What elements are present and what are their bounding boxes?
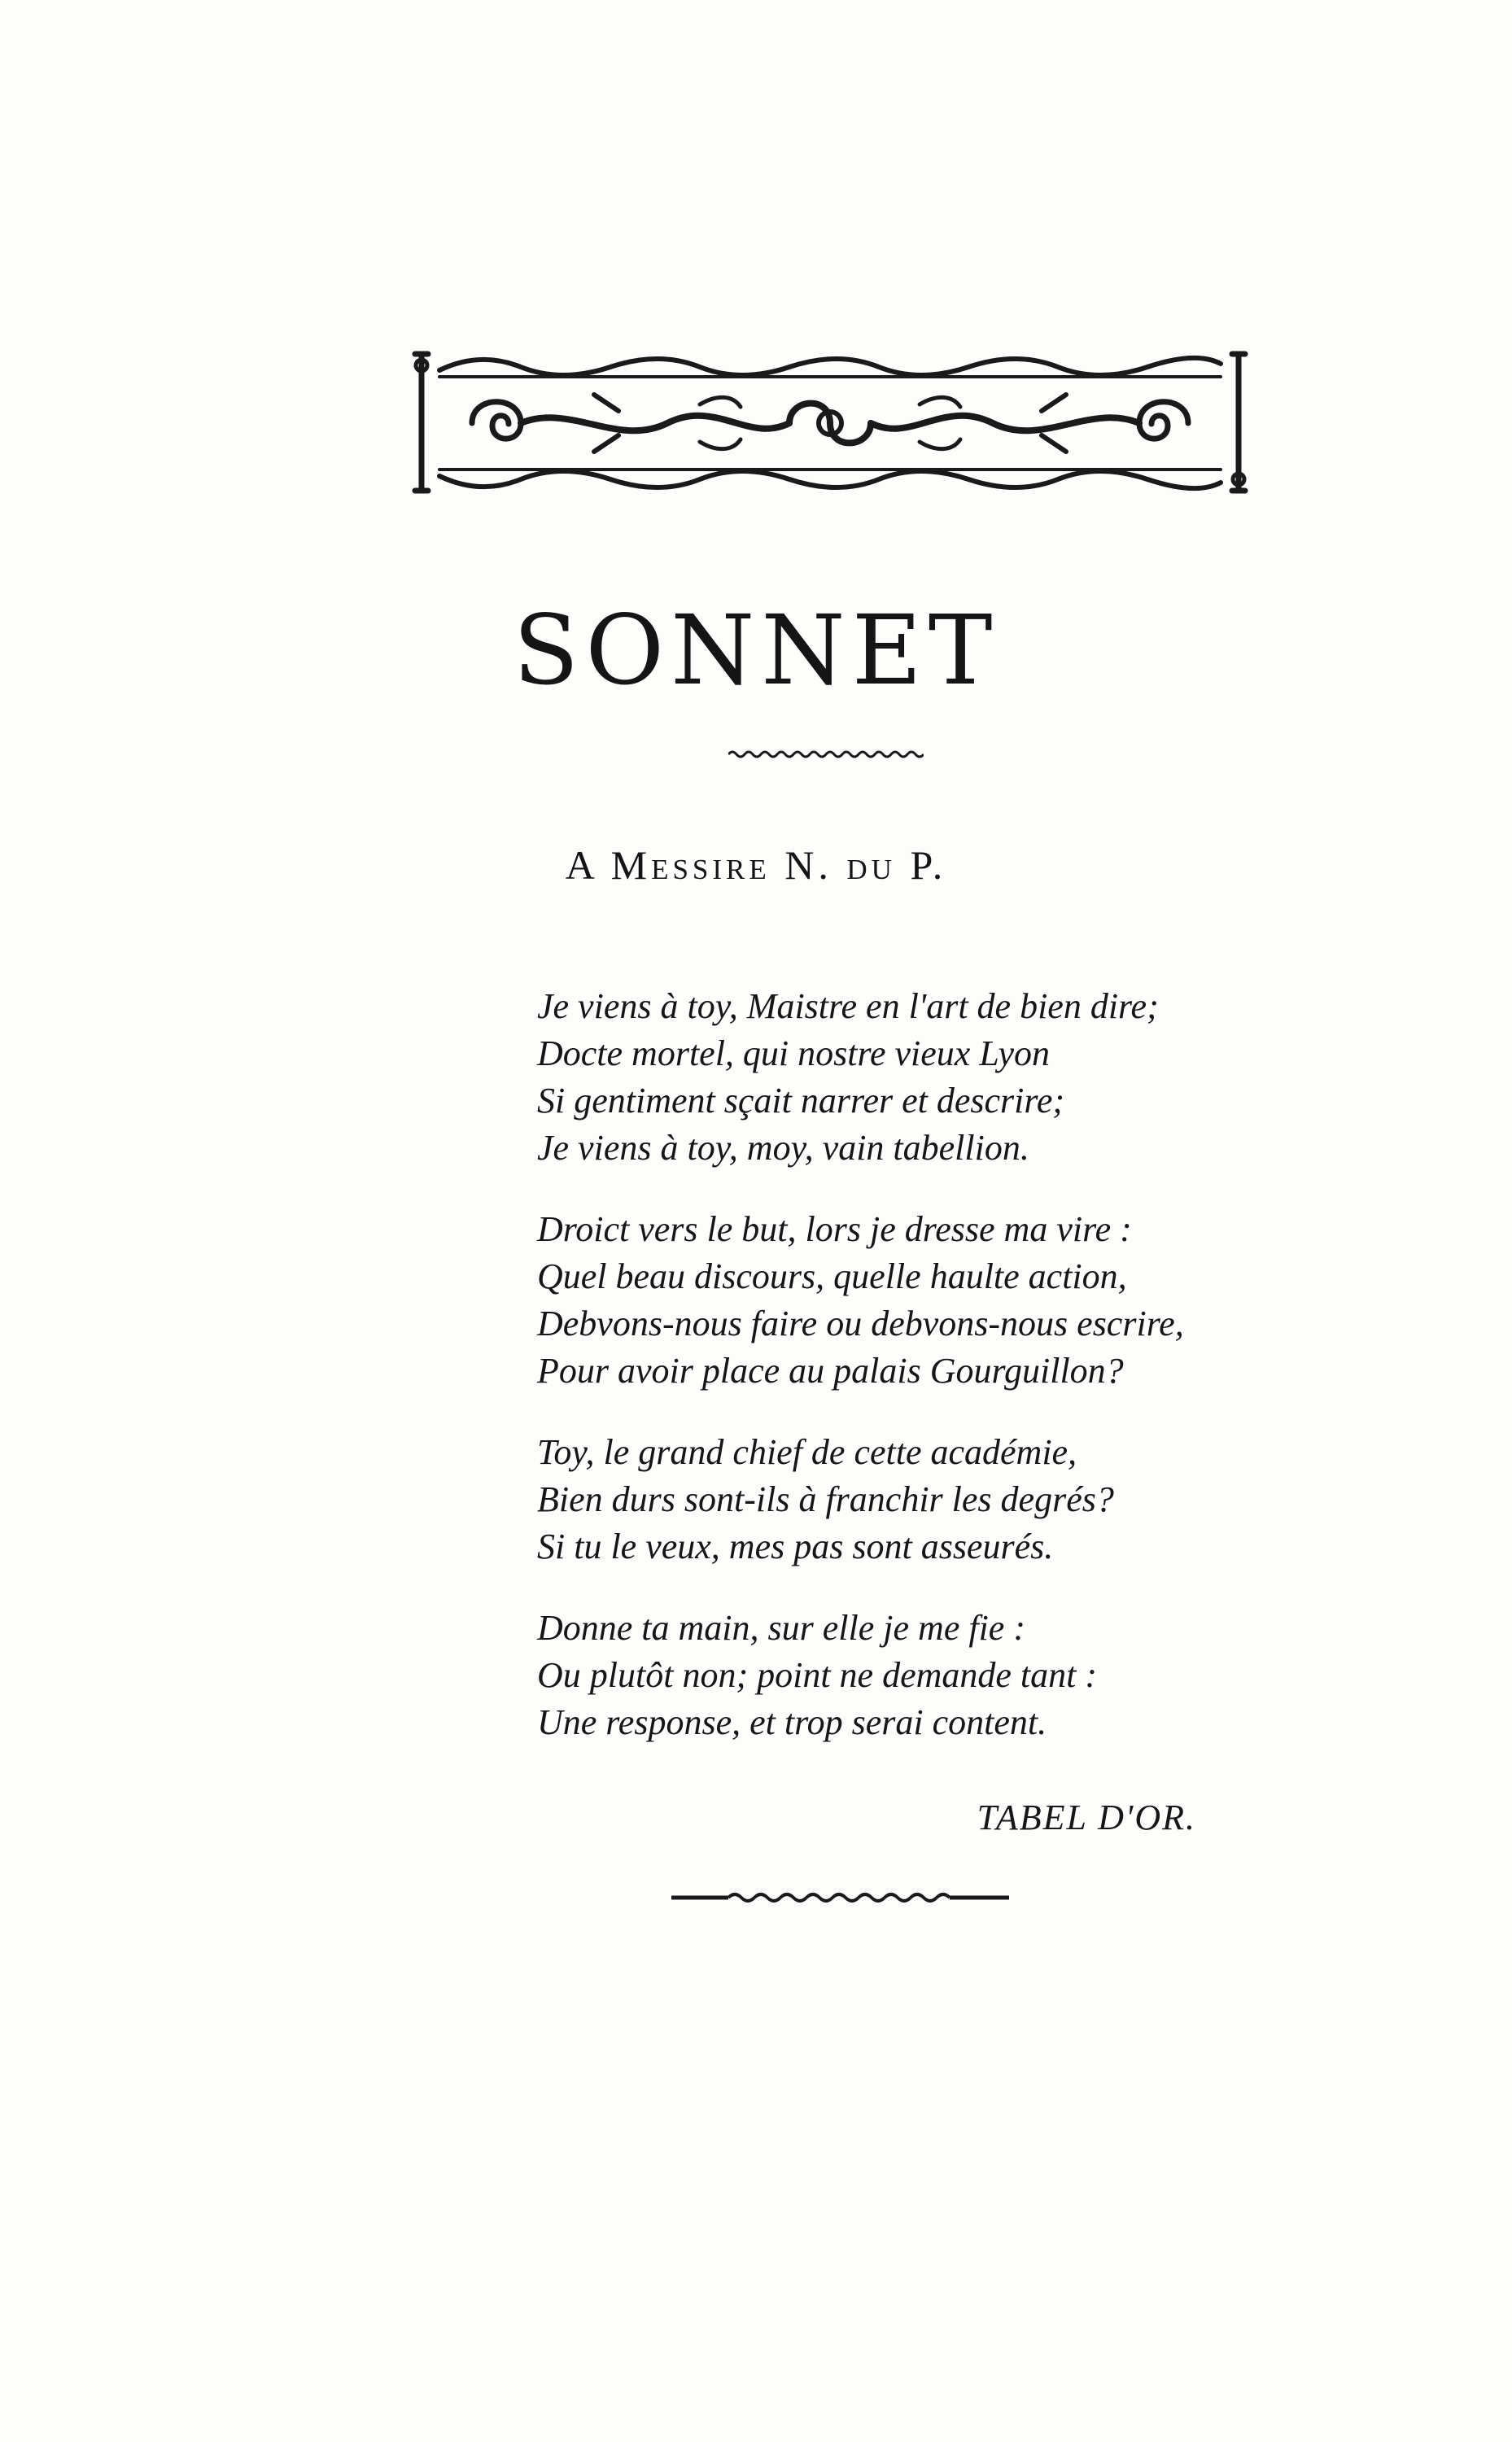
- verse-line: Droict vers le but, lors je dresse ma vire :: [537, 1209, 1132, 1249]
- signature: TABEL D'OR.: [977, 1798, 1196, 1837]
- dedication: A Messire N. du P.: [565, 842, 947, 888]
- verse-line: Quel beau discours, quelle haulte action,: [537, 1256, 1127, 1296]
- verse-line: Toy, le grand chief de cette académie,: [537, 1432, 1077, 1472]
- verse-line: Debvons-nous faire ou debvons-nous escrire,: [537, 1304, 1184, 1343]
- stanza-4: [537, 1605, 1269, 1746]
- stanza-2: [537, 1206, 1269, 1395]
- verse-line: Donne ta main, sur elle je me fie :: [537, 1608, 1025, 1648]
- verse-line: Bien durs sont-ils à franchir les degrés?: [537, 1479, 1114, 1519]
- verse-line: Je viens à toy, Maistre en l'art de bien dire;: [537, 986, 1159, 1026]
- page-title: SONNET: [513, 594, 999, 706]
- verse-line: Si tu le veux, mes pas sont asseurés.: [537, 1527, 1054, 1566]
- sonnet-body: [537, 983, 1269, 1780]
- verse-line: Je viens à toy, moy, vain tabellion.: [537, 1128, 1029, 1168]
- verse-line: Si gentiment sçait narrer et descrire;: [537, 1081, 1065, 1121]
- footer-ornament-rule: [671, 1886, 1009, 1907]
- verse-line: Une response, et trop serai content.: [537, 1702, 1047, 1742]
- verse-line: Pour avoir place au palais Gourguillon?: [537, 1351, 1124, 1391]
- stanza-1: [537, 983, 1269, 1172]
- verse-line: Ou plutôt non; point ne demande tant :: [537, 1655, 1098, 1695]
- header-ornament: [407, 346, 1253, 500]
- stanza-3: [537, 1429, 1269, 1570]
- title-wavy-rule: [728, 747, 924, 762]
- verse-line: Docte mortel, qui nostre vieux Lyon: [537, 1033, 1051, 1073]
